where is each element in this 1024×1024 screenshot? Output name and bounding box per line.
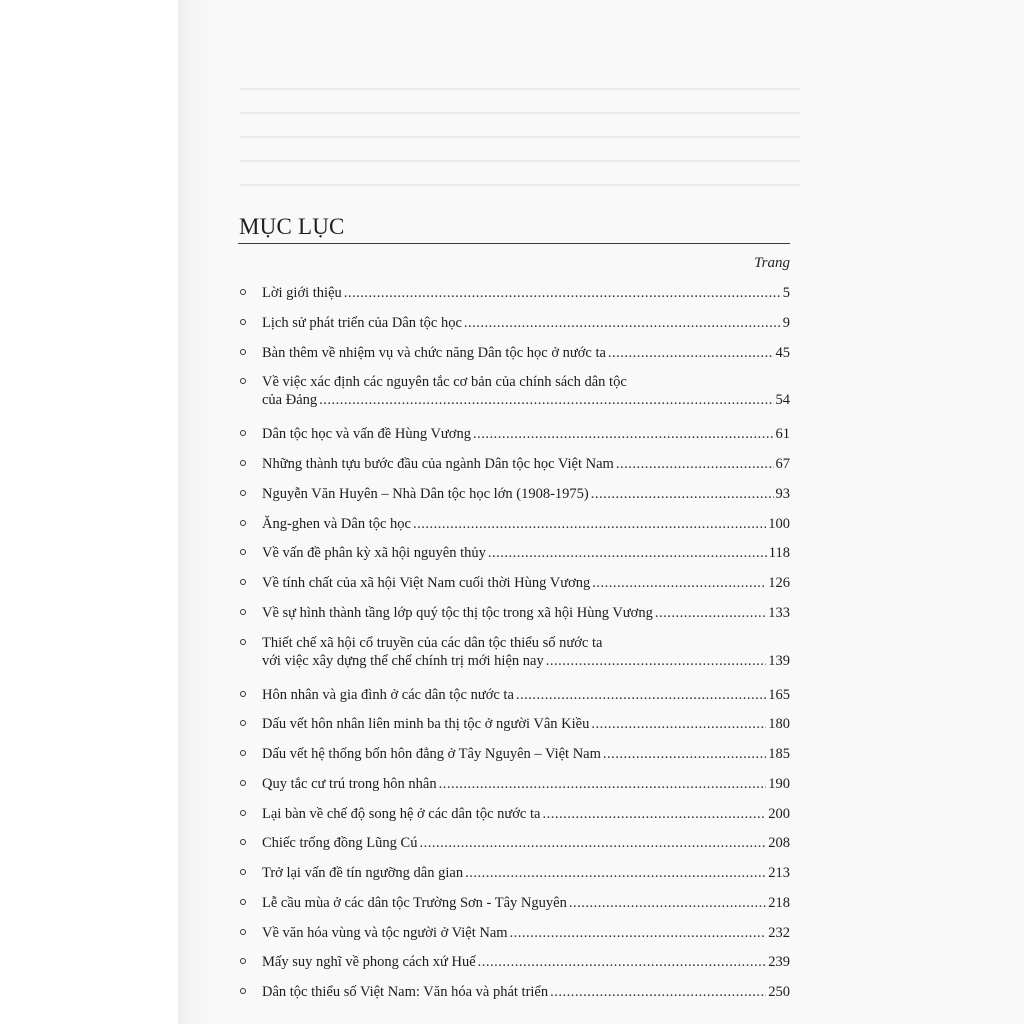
circle-bullet-icon bbox=[240, 490, 246, 496]
circle-bullet-icon bbox=[240, 929, 246, 935]
toc-entry-page-number: 200 bbox=[768, 805, 790, 822]
toc-entry-text bbox=[262, 344, 790, 362]
toc-entry bbox=[238, 544, 790, 574]
toc-entry-text bbox=[262, 455, 790, 473]
toc-entry bbox=[238, 864, 790, 894]
toc-entry-page-number: 45 bbox=[775, 344, 790, 361]
dot-leader bbox=[608, 344, 774, 362]
dot-leader bbox=[344, 284, 781, 302]
dot-leader bbox=[473, 425, 774, 443]
toc-entry bbox=[238, 686, 790, 716]
toc-entry-title: Quy tắc cư trú trong hôn nhân bbox=[262, 775, 437, 792]
toc-entry-title: Về văn hóa vùng và tộc người ở Việt Nam bbox=[262, 924, 508, 941]
toc-entry-page-number: 139 bbox=[768, 652, 790, 669]
toc-entry-title-line1: Về việc xác định các nguyên tắc cơ bản của chính sách dân tộc bbox=[262, 374, 627, 391]
dot-leader bbox=[419, 834, 766, 852]
toc-list bbox=[238, 284, 790, 1013]
dot-leader bbox=[591, 485, 774, 503]
toc-entry-text bbox=[262, 686, 790, 704]
toc-entry-title: của Đảng bbox=[262, 392, 318, 409]
toc-entry-page-number: 133 bbox=[768, 604, 790, 621]
toc-entry bbox=[238, 953, 790, 983]
toc-entry-text bbox=[262, 284, 790, 302]
toc-entry-page-number: 100 bbox=[768, 515, 790, 532]
toc-entry-page-number: 208 bbox=[768, 835, 790, 852]
toc-entry-page-number: 165 bbox=[768, 686, 790, 703]
circle-bullet-icon bbox=[240, 430, 246, 436]
toc-entry-title: Mấy suy nghĩ về phong cách xứ Huế bbox=[262, 954, 476, 971]
left-margin bbox=[0, 0, 178, 1024]
circle-bullet-icon bbox=[240, 289, 246, 295]
title-divider bbox=[238, 243, 790, 244]
toc-entry-title: Trở lại vấn đề tín ngưỡng dân gian bbox=[262, 865, 464, 881]
toc-entry-text bbox=[262, 425, 790, 443]
toc-entry-text bbox=[262, 515, 790, 533]
toc-entry-text bbox=[262, 894, 790, 912]
toc-entry bbox=[238, 455, 790, 485]
toc-entry-title: Về vấn đề phân kỳ xã hội nguyên thủy bbox=[262, 545, 486, 562]
toc-entry-title: Lại bàn về chế độ song hệ ở các dân tộc nước ta bbox=[262, 805, 541, 822]
toc-entry-title: Lịch sử phát triển của Dân tộc học bbox=[262, 314, 462, 331]
toc-entry-page-number: 9 bbox=[782, 314, 790, 331]
toc-entry-title: Dấu vết hệ thống bốn hôn đẳng ở Tây Nguyên – Việt Nam bbox=[262, 746, 601, 762]
circle-bullet-icon bbox=[240, 720, 246, 726]
toc-entry bbox=[238, 894, 790, 924]
circle-bullet-icon bbox=[240, 639, 246, 645]
toc-entry-title: Bàn thêm về nhiệm vụ và chức năng Dân tộc học ở nước ta bbox=[262, 344, 606, 361]
toc-entry-text bbox=[262, 924, 790, 942]
toc-entry-title: Chiếc trống đồng Lũng Cú bbox=[262, 835, 418, 852]
dot-leader bbox=[591, 715, 766, 733]
circle-bullet-icon bbox=[240, 869, 246, 875]
toc-entry-title: Về tính chất của xã hội Việt Nam cuối thời Hùng Vương bbox=[262, 575, 591, 591]
circle-bullet-icon bbox=[240, 839, 246, 845]
dot-leader bbox=[603, 745, 766, 763]
toc-entry bbox=[238, 715, 790, 745]
toc-entry bbox=[238, 284, 790, 314]
toc-entry bbox=[238, 373, 790, 425]
toc-entry-title: với việc xây dựng thể chế chính trị mới hiện nay bbox=[262, 652, 544, 669]
circle-bullet-icon bbox=[240, 378, 246, 384]
toc-entry bbox=[238, 604, 790, 634]
toc-entry bbox=[238, 834, 790, 864]
toc-entry bbox=[238, 485, 790, 515]
toc-entry-text bbox=[262, 834, 790, 852]
circle-bullet-icon bbox=[240, 691, 246, 697]
toc-entry bbox=[238, 775, 790, 805]
circle-bullet-icon bbox=[240, 349, 246, 355]
toc-entry-text bbox=[262, 775, 790, 793]
circle-bullet-icon bbox=[240, 780, 246, 786]
toc-entry bbox=[238, 314, 790, 344]
dot-leader bbox=[616, 455, 774, 473]
dot-leader bbox=[488, 544, 767, 562]
circle-bullet-icon bbox=[240, 899, 246, 905]
toc-entry-text bbox=[262, 805, 790, 823]
toc-entry-page-number: 232 bbox=[768, 924, 790, 941]
toc-entry-page-number: 93 bbox=[775, 485, 790, 502]
dot-leader bbox=[464, 314, 781, 332]
circle-bullet-icon bbox=[240, 750, 246, 756]
circle-bullet-icon bbox=[240, 319, 246, 325]
toc-entry-page-number: 213 bbox=[768, 865, 790, 881]
dot-leader bbox=[478, 953, 767, 971]
toc-entry-title: Dân tộc học và vấn đề Hùng Vương bbox=[262, 426, 471, 443]
toc-entry bbox=[238, 983, 790, 1013]
toc-entry bbox=[238, 574, 790, 604]
toc-entry bbox=[238, 425, 790, 455]
toc-entry-title: Nguyễn Văn Huyên – Nhà Dân tộc học lớn (1908-1975) bbox=[262, 485, 589, 502]
dot-leader bbox=[542, 805, 766, 823]
dot-leader bbox=[465, 864, 766, 882]
circle-bullet-icon bbox=[240, 810, 246, 816]
dot-leader bbox=[439, 775, 767, 793]
toc-entry bbox=[238, 515, 790, 545]
toc-entry-title-line1: Thiết chế xã hội cổ truyền của các dân tộc thiểu số nước ta bbox=[262, 634, 603, 651]
toc-entry-page-number: 180 bbox=[768, 716, 790, 733]
dot-leader bbox=[546, 652, 767, 670]
toc-entry-page-number: 118 bbox=[768, 545, 790, 562]
toc-entry bbox=[238, 745, 790, 775]
dot-leader bbox=[510, 924, 767, 942]
toc-entry-text bbox=[262, 544, 790, 562]
toc-entry-title: Lễ cầu mùa ở các dân tộc Trường Sơn - Tây Nguyên bbox=[262, 894, 567, 911]
toc-entry-text bbox=[262, 745, 790, 763]
toc-entry-text bbox=[262, 485, 790, 503]
circle-bullet-icon bbox=[240, 958, 246, 964]
toc-entry-text bbox=[262, 715, 790, 733]
toc-entry-text bbox=[262, 953, 790, 971]
toc-entry-page-number: 239 bbox=[768, 954, 790, 971]
toc-entry-title: Những thành tựu bước đầu của ngành Dân tộc học Việt Nam bbox=[262, 456, 614, 472]
toc-entry-text bbox=[262, 574, 790, 592]
toc-entry-page-number: 61 bbox=[775, 426, 790, 443]
toc-entry-page-number: 5 bbox=[782, 285, 790, 301]
page-title: MỤC LỤC bbox=[239, 214, 345, 239]
circle-bullet-icon bbox=[240, 460, 246, 466]
toc-entry bbox=[238, 805, 790, 835]
toc-entry-title: Lời giới thiệu bbox=[262, 285, 342, 301]
toc-entry-page-number: 54 bbox=[775, 392, 790, 409]
toc-entry-page-number: 250 bbox=[768, 984, 790, 1000]
dot-leader bbox=[550, 983, 766, 1001]
circle-bullet-icon bbox=[240, 520, 246, 526]
toc-entry-title: Dấu vết hôn nhân liên minh ba thị tộc ở người Vân Kiều bbox=[262, 716, 590, 733]
toc-entry-page-number: 185 bbox=[768, 746, 790, 762]
toc-entry-text bbox=[262, 983, 790, 1001]
toc-entry-title: Hôn nhân và gia đình ở các dân tộc nước ta bbox=[262, 686, 514, 703]
toc-entry-title: Dân tộc thiểu số Việt Nam: Văn hóa và phát triển bbox=[262, 984, 549, 1000]
page-column-label: Trang bbox=[754, 255, 790, 271]
toc-entry bbox=[238, 344, 790, 374]
toc-entry-text bbox=[262, 864, 790, 882]
toc-entry-text bbox=[262, 604, 790, 622]
toc-entry-page-number: 190 bbox=[768, 775, 790, 792]
circle-bullet-icon bbox=[240, 988, 246, 994]
toc-entry-page-number: 126 bbox=[768, 575, 790, 591]
toc-entry-text bbox=[262, 314, 790, 332]
dot-leader bbox=[592, 574, 766, 592]
dot-leader bbox=[413, 515, 766, 533]
circle-bullet-icon bbox=[240, 549, 246, 555]
toc-entry-text bbox=[262, 373, 790, 409]
toc-entry bbox=[238, 924, 790, 954]
dot-leader bbox=[516, 686, 766, 704]
toc-entry-page-number: 67 bbox=[775, 456, 790, 472]
toc-entry-text bbox=[262, 634, 790, 670]
toc-entry-page-number: 218 bbox=[768, 894, 790, 911]
toc-entry bbox=[238, 634, 790, 686]
toc-entry-title: Ăng-ghen và Dân tộc học bbox=[262, 515, 411, 532]
circle-bullet-icon bbox=[240, 609, 246, 615]
dot-leader bbox=[655, 604, 766, 622]
dot-leader bbox=[319, 391, 773, 409]
dot-leader bbox=[569, 894, 766, 912]
circle-bullet-icon bbox=[240, 579, 246, 585]
toc-entry-title: Về sự hình thành tầng lớp quý tộc thị tộc trong xã hội Hùng Vương bbox=[262, 604, 653, 621]
